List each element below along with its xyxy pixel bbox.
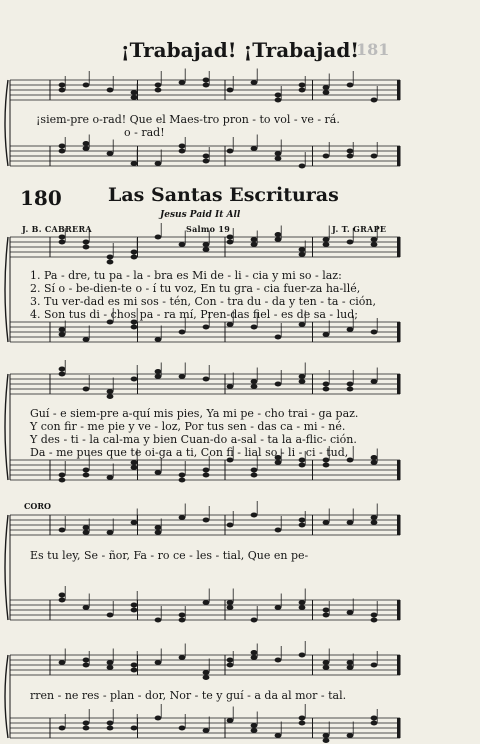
note-head: [131, 460, 138, 465]
final-barline: [397, 80, 400, 100]
note-head: [203, 600, 210, 605]
note-head: [347, 240, 354, 245]
note-head: [179, 330, 186, 335]
chorus-label: CORO: [24, 501, 51, 511]
note-head: [227, 322, 234, 327]
note-head: [59, 240, 66, 245]
note-head: [227, 88, 234, 93]
note-head: [131, 668, 138, 673]
note-head: [203, 247, 210, 252]
note-head: [107, 475, 114, 480]
note-head: [251, 513, 258, 518]
note-head: [107, 394, 114, 399]
note-head: [371, 520, 378, 525]
note-head: [275, 232, 282, 237]
note-head: [83, 473, 90, 478]
note-head: [299, 523, 306, 528]
note-head: [131, 663, 138, 668]
note-head: [131, 726, 138, 731]
note-head: [155, 374, 162, 379]
note-head: [203, 83, 210, 88]
note-head: [179, 613, 186, 618]
note-head: [347, 149, 354, 154]
note-head: [131, 325, 138, 330]
note-head: [59, 473, 66, 478]
note-head: [59, 528, 66, 533]
note-head: [131, 603, 138, 608]
note-head: [131, 95, 138, 100]
verse-line: Y con fir - me pie y ve - loz, Por tus sen - das ca - mi - né.: [30, 420, 346, 433]
note-head: [155, 660, 162, 665]
note-head: [131, 161, 138, 166]
note-head: [83, 337, 90, 342]
note-head: [179, 149, 186, 154]
note-head: [371, 515, 378, 520]
note-head: [155, 369, 162, 374]
note-head: [347, 387, 354, 392]
note-head: [347, 610, 354, 615]
chorus-line: Es tu ley, Se - ñor, Fa - ro ce - les - tial, Que en pe-: [30, 549, 309, 562]
note-head: [227, 718, 234, 723]
note-head: [83, 721, 90, 726]
note-head: [59, 367, 66, 372]
note-head: [59, 332, 66, 337]
note-head: [323, 85, 330, 90]
note-head: [131, 608, 138, 613]
system-brace: [5, 237, 8, 342]
note-head: [59, 660, 66, 665]
note-head: [251, 468, 258, 473]
note-head: [323, 382, 330, 387]
note-head: [155, 470, 162, 475]
note-head: [59, 598, 66, 603]
final-barline: [397, 460, 400, 480]
staff-systems: [5, 69, 400, 744]
note-head: [275, 98, 282, 103]
note-head: [371, 455, 378, 460]
note-head: [323, 154, 330, 159]
note-head: [227, 235, 234, 240]
note-head: [131, 90, 138, 95]
note-head: [323, 90, 330, 95]
note-head: [203, 670, 210, 675]
note-head: [323, 613, 330, 618]
note-head: [203, 159, 210, 164]
previous-hymn-lyric-2: o - rad!: [124, 126, 165, 139]
system-brace: [5, 80, 8, 166]
note-head: [203, 242, 210, 247]
final-barline: [397, 515, 400, 535]
note-head: [347, 520, 354, 525]
note-head: [347, 733, 354, 738]
note-head: [179, 515, 186, 520]
note-head: [227, 658, 234, 663]
note-head: [83, 387, 90, 392]
note-head: [203, 78, 210, 83]
previous-hymn-lyric-1: ¡siem-pre o-rad! Que el Maes-tro pron - to vol - ve - rá.: [36, 113, 340, 126]
author-credit: J. B. CABRERA: [22, 224, 92, 234]
note-head: [251, 655, 258, 660]
note-head: [227, 523, 234, 528]
note-head: [59, 327, 66, 332]
note-head: [251, 379, 258, 384]
note-head: [275, 335, 282, 340]
note-head: [155, 88, 162, 93]
note-head: [371, 618, 378, 623]
note-head: [155, 530, 162, 535]
note-head: [371, 98, 378, 103]
hymn-tune-name: Jesus Paid It All: [160, 210, 241, 220]
note-head: [227, 600, 234, 605]
note-head: [299, 518, 306, 523]
note-head: [251, 618, 258, 623]
note-head: [203, 154, 210, 159]
note-head: [59, 144, 66, 149]
note-head: [227, 605, 234, 610]
note-head: [251, 242, 258, 247]
note-head: [299, 716, 306, 721]
note-head: [83, 525, 90, 530]
note-head: [203, 728, 210, 733]
note-head: [179, 473, 186, 478]
note-head: [107, 530, 114, 535]
note-head: [107, 255, 114, 260]
scripture-reference: Salmo 19: [186, 224, 231, 234]
note-head: [347, 660, 354, 665]
final-barline: [397, 146, 400, 166]
note-head: [179, 655, 186, 660]
note-head: [347, 665, 354, 670]
note-head: [251, 146, 258, 151]
note-head: [251, 723, 258, 728]
note-head: [323, 463, 330, 468]
note-head: [179, 478, 186, 483]
note-head: [251, 650, 258, 655]
note-head: [299, 463, 306, 468]
note-head: [83, 468, 90, 473]
note-head: [275, 605, 282, 610]
note-head: [203, 325, 210, 330]
final-barline: [397, 374, 400, 394]
note-head: [299, 605, 306, 610]
note-head: [323, 733, 330, 738]
note-head: [179, 726, 186, 731]
note-head: [155, 716, 162, 721]
note-head: [83, 530, 90, 535]
note-head: [371, 237, 378, 242]
note-head: [179, 374, 186, 379]
note-head: [251, 473, 258, 478]
note-head: [155, 337, 162, 342]
composer-credit: J. T. GRAPE: [332, 224, 387, 234]
note-head: [59, 593, 66, 598]
note-head: [251, 80, 258, 85]
note-head: [107, 721, 114, 726]
note-head: [323, 665, 330, 670]
note-head: [83, 141, 90, 146]
note-head: [371, 716, 378, 721]
note-head: [371, 721, 378, 726]
note-head: [107, 260, 114, 265]
note-head: [323, 237, 330, 242]
note-head: [155, 83, 162, 88]
note-head: [227, 384, 234, 389]
note-head: [323, 520, 330, 525]
previous-hymn-title: ¡Trabajad! ¡Trabajad!: [120, 38, 360, 62]
note-head: [83, 658, 90, 663]
note-head: [299, 653, 306, 658]
note-head: [371, 663, 378, 668]
note-head: [203, 518, 210, 523]
note-head: [299, 721, 306, 726]
note-head: [251, 237, 258, 242]
note-head: [299, 374, 306, 379]
verse-line: 3. Tu ver-dad es mi sos - tén, Con - tra du - da y ten - ta - ción,: [30, 295, 376, 308]
note-head: [275, 237, 282, 242]
note-head: [323, 660, 330, 665]
chorus-line: rren - ne res - plan - dor, Nor - te y guí - a da al mor - tal.: [30, 689, 347, 702]
note-head: [155, 618, 162, 623]
page-number: 181: [356, 40, 390, 59]
note-head: [371, 154, 378, 159]
note-head: [131, 520, 138, 525]
final-barline: [397, 322, 400, 342]
note-head: [275, 151, 282, 156]
note-head: [299, 252, 306, 257]
note-head: [227, 663, 234, 668]
note-head: [203, 377, 210, 382]
system-brace: [5, 515, 8, 620]
note-head: [323, 387, 330, 392]
note-head: [59, 83, 66, 88]
note-head: [107, 660, 114, 665]
note-head: [275, 658, 282, 663]
note-head: [299, 83, 306, 88]
note-head: [107, 665, 114, 670]
note-head: [275, 93, 282, 98]
note-head: [299, 600, 306, 605]
note-head: [155, 235, 162, 240]
note-head: [131, 255, 138, 260]
note-head: [347, 154, 354, 159]
note-head: [227, 240, 234, 245]
note-head: [275, 156, 282, 161]
note-head: [371, 460, 378, 465]
note-head: [107, 726, 114, 731]
note-head: [59, 372, 66, 377]
verse-line: Da - me pues que te oi-ga a ti, Con fi - lial so - li - ci - tud,: [30, 446, 349, 459]
note-head: [59, 235, 66, 240]
note-head: [203, 473, 210, 478]
note-head: [179, 618, 186, 623]
final-barline: [397, 237, 400, 257]
note-head: [107, 151, 114, 156]
note-head: [323, 332, 330, 337]
note-head: [83, 726, 90, 731]
note-head: [59, 149, 66, 154]
final-barline: [397, 600, 400, 620]
verse-line: Y des - ti - la cal-ma y bien Cuan-do a-sal - ta la a-flic- ción.: [30, 433, 357, 446]
note-head: [203, 468, 210, 473]
note-head: [323, 608, 330, 613]
note-head: [107, 88, 114, 93]
system-brace: [5, 655, 8, 738]
note-head: [347, 382, 354, 387]
note-head: [323, 738, 330, 743]
note-head: [347, 327, 354, 332]
note-head: [347, 83, 354, 88]
note-head: [107, 613, 114, 618]
note-head: [155, 161, 162, 166]
hymn-title: Las Santas Escrituras: [108, 184, 339, 206]
note-head: [203, 675, 210, 680]
note-head: [251, 325, 258, 330]
note-head: [179, 80, 186, 85]
final-barline: [397, 655, 400, 675]
verse-line: 1. Pa - dre, tu pa - la - bra es Mi de - li - cia y mi so - laz:: [30, 269, 342, 282]
final-barline: [397, 718, 400, 738]
note-head: [275, 460, 282, 465]
verse-line: 4. Son tus di - chos pa - ra mí, Pren-das fiel - es de sa - lud;: [30, 308, 358, 321]
verse-line: 2. Sí o - be-dien-te o - í tu voz, En tu gra - cia fuer-za ha-llé,: [30, 282, 361, 295]
note-head: [59, 478, 66, 483]
note-head: [131, 465, 138, 470]
note-head: [299, 88, 306, 93]
note-head: [59, 726, 66, 731]
note-head: [251, 384, 258, 389]
note-head: [275, 382, 282, 387]
note-head: [371, 330, 378, 335]
note-head: [83, 605, 90, 610]
note-head: [107, 389, 114, 394]
note-head: [299, 379, 306, 384]
note-head: [83, 240, 90, 245]
note-head: [83, 663, 90, 668]
note-head: [371, 613, 378, 618]
verse-line: Guí - e siem-pre a-quí mis pies, Ya mi pe - cho trai - ga paz.: [30, 407, 359, 420]
note-head: [299, 164, 306, 169]
note-head: [59, 88, 66, 93]
note-head: [299, 322, 306, 327]
note-head: [251, 728, 258, 733]
note-head: [275, 528, 282, 533]
note-head: [155, 525, 162, 530]
note-head: [371, 242, 378, 247]
note-head: [83, 83, 90, 88]
note-head: [275, 733, 282, 738]
note-head: [371, 379, 378, 384]
note-head: [299, 247, 306, 252]
system-brace: [5, 374, 8, 480]
note-head: [131, 377, 138, 382]
hymn-number: 180: [20, 186, 62, 210]
note-head: [83, 146, 90, 151]
note-head: [83, 245, 90, 250]
note-head: [227, 149, 234, 154]
note-head: [179, 242, 186, 247]
note-head: [323, 242, 330, 247]
note-head: [131, 250, 138, 255]
note-head: [179, 144, 186, 149]
